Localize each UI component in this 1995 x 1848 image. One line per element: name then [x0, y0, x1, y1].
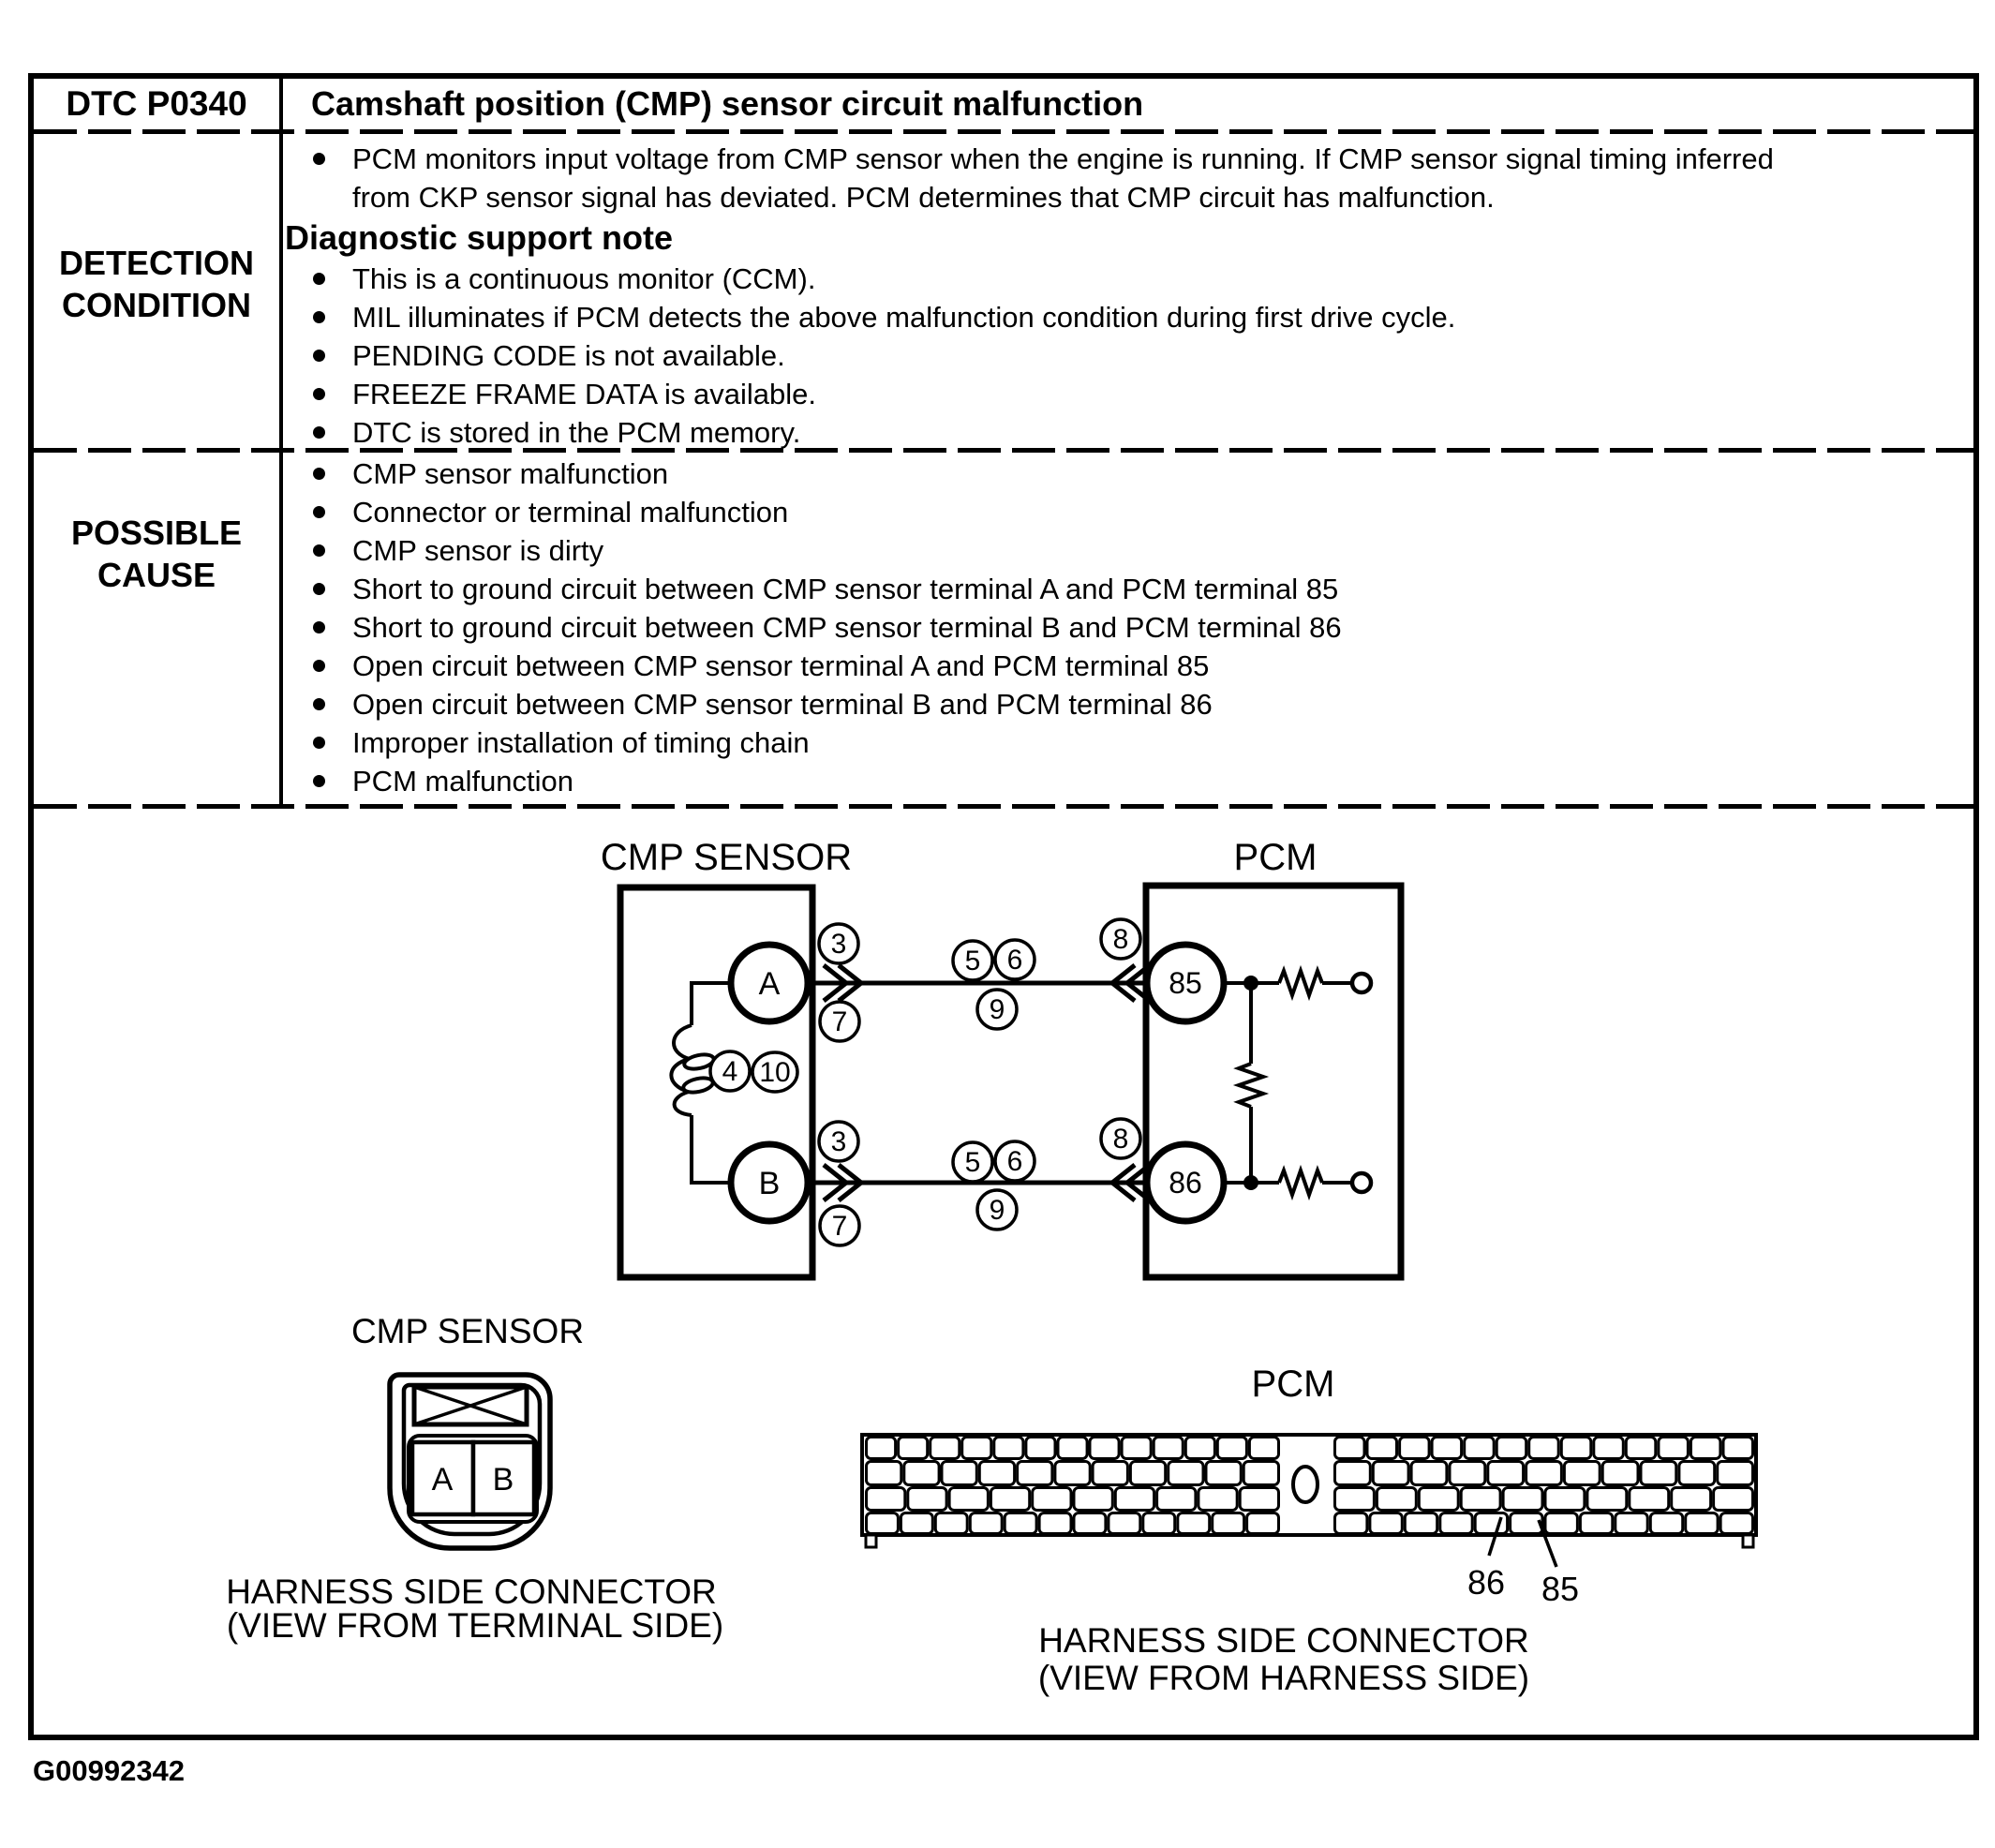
resistor-icon: [1279, 1170, 1322, 1195]
terminal-cell-b-label: B: [492, 1462, 514, 1498]
detection-intro-list: [283, 140, 1973, 216]
detection-label-line2: CONDITION: [61, 285, 251, 324]
table-row-diagram: [34, 809, 1973, 1735]
svg-text:86: 86: [1169, 1166, 1202, 1200]
list-item: DTC is stored in the PCM memory.: [283, 413, 1973, 452]
list-item: CMP sensor is dirty: [283, 531, 1973, 570]
pin-label-86: 86: [1466, 1563, 1506, 1602]
possible-cause-label-line2: CAUSE: [97, 555, 216, 594]
list-item: This is a continuous monitor (CCM).: [283, 260, 1973, 298]
coil-turn-icon: [682, 1076, 714, 1095]
pcm-connector-caption-line2: (VIEW FROM HARNESS SIDE): [1037, 1659, 1530, 1697]
marker-8: 8: [1112, 924, 1129, 955]
list-item: Short to ground circuit between CMP sensor terminal B and PCM terminal 86: [283, 608, 1973, 647]
detection-content: [283, 134, 1973, 448]
pcm-harness-connector: [862, 1435, 1756, 1608]
marker-9: 9: [989, 994, 1005, 1025]
detection-bullet-list: [283, 260, 1973, 452]
pcm-connector-title: PCM: [1251, 1364, 1335, 1405]
cmp-sensor-box-label: CMP SENSOR: [600, 837, 853, 878]
marker-4: 4: [722, 1056, 738, 1087]
coil-icon: [671, 1025, 692, 1115]
table-row-possible-cause: [34, 453, 1973, 804]
possible-cause-content: [283, 453, 1973, 804]
list-item: PENDING CODE is not available.: [283, 336, 1973, 375]
pin-label-85: 85: [1541, 1570, 1580, 1608]
possible-cause-label-line1: POSSIBLE: [70, 513, 243, 552]
connector-foot: [866, 1535, 876, 1547]
resistor-icon: [1239, 1064, 1263, 1107]
marker-6: 6: [1006, 945, 1023, 976]
cmp-connector-title: CMP SENSOR: [350, 1312, 585, 1350]
list-item: PCM malfunction: [283, 762, 1973, 800]
marker-3: 3: [830, 1126, 847, 1157]
cmp-connector-caption-line1: HARNESS SIDE CONNECTOR: [226, 1572, 717, 1611]
wiring-diagram: [34, 809, 1973, 1735]
marker-8: 8: [1112, 1124, 1129, 1155]
resistor-icon: [1279, 971, 1322, 995]
pcm-connector-caption-line1: HARNESS SIDE CONNECTOR: [1038, 1621, 1529, 1660]
list-item: MIL illuminates if PCM detects the above malfunction condition during first drive cycle.: [283, 298, 1973, 336]
open-terminal-icon: [1352, 974, 1371, 992]
figure-id: G00992342: [33, 1754, 186, 1787]
possible-cause-bullet-list: [283, 455, 1973, 800]
table-row-detection: [34, 134, 1973, 448]
dtc-title: Camshaft position (CMP) sensor circuit malfunction: [311, 84, 1144, 123]
marker-5: 5: [964, 946, 981, 976]
cmp-harness-connector: [390, 1375, 550, 1548]
dtc-code: DTC P0340: [34, 79, 283, 129]
pcm-box-label: PCM: [1233, 837, 1318, 878]
marker-10: 10: [759, 1057, 791, 1088]
cmp-connector-caption-line2: (VIEW FROM TERMINAL SIDE): [226, 1606, 724, 1645]
list-item: Connector or terminal malfunction: [283, 493, 1973, 531]
marker-7: 7: [831, 1006, 848, 1037]
list-item: Open circuit between CMP sensor terminal B and PCM terminal 86: [283, 685, 1973, 723]
list-item: CMP sensor malfunction: [283, 455, 1973, 493]
marker-3: 3: [830, 929, 847, 960]
junction-dot: [1243, 976, 1258, 991]
dtc-table: [28, 73, 1979, 1740]
svg-text:A: A: [758, 966, 781, 1002]
terminal-b: [731, 1144, 808, 1221]
detection-label-line1: DETECTION: [58, 243, 254, 282]
terminal-85: [1147, 945, 1224, 1021]
diagnostic-support-note-heading: Diagnostic support note: [285, 218, 673, 257]
table-row-header: [34, 79, 1973, 129]
terminal-cell-a-label: A: [431, 1462, 454, 1498]
list-item: Open circuit between CMP sensor terminal A and PCM terminal 85: [283, 647, 1973, 685]
open-terminal-icon: [1352, 1173, 1371, 1192]
marker-9: 9: [989, 1195, 1005, 1226]
marker-6: 6: [1006, 1146, 1023, 1177]
junction-dot: [1243, 1175, 1258, 1190]
connector-bolt-hole-icon: [1293, 1467, 1318, 1502]
list-item: Improper installation of timing chain: [283, 723, 1973, 762]
list-item: Short to ground circuit between CMP sensor terminal A and PCM terminal 85: [283, 570, 1973, 608]
connector-foot: [1743, 1535, 1753, 1547]
marker-7: 7: [831, 1211, 848, 1242]
svg-text:85: 85: [1169, 966, 1202, 1000]
terminal-86: [1147, 1144, 1224, 1221]
possible-cause-label: [34, 453, 283, 804]
marker-5: 5: [964, 1147, 981, 1178]
list-item: PCM monitors input voltage from CMP sensor when the engine is running. If CMP sensor signal timing inferred from CKP sensor signal has deviated. PCM determines that CMP circuit has malfunction.: [283, 140, 1833, 216]
svg-text:B: B: [758, 1166, 781, 1201]
pcm-internal-circuit: [1224, 971, 1351, 1195]
terminal-a: [731, 945, 808, 1021]
detection-label: [34, 134, 283, 448]
list-item: FREEZE FRAME DATA is available.: [283, 375, 1973, 413]
